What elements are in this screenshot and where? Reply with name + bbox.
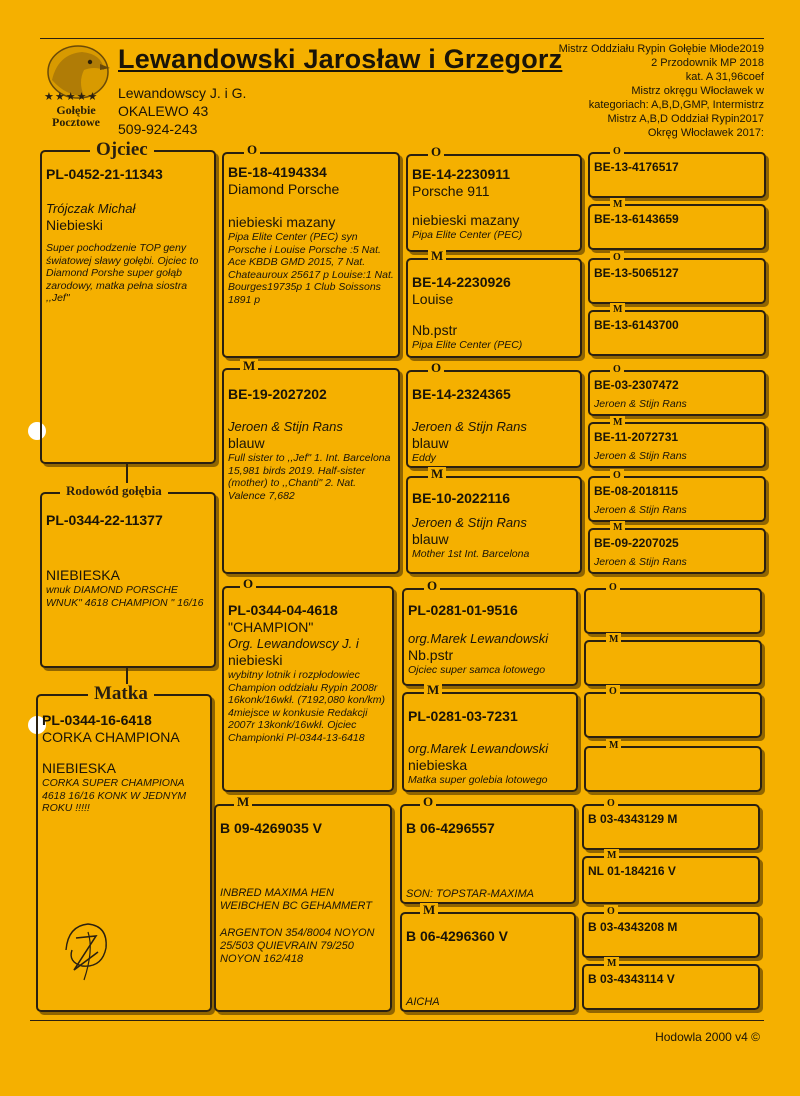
mother-ring: PL-0344-16-6418 — [42, 712, 152, 728]
g4-card-13 — [582, 856, 760, 904]
ff-name: Diamond Porsche — [228, 181, 340, 197]
fm-ring: BE-19-2027202 — [228, 386, 327, 402]
mm-card — [214, 804, 392, 1012]
g4-tag: M — [604, 849, 619, 863]
g3-tag: M — [424, 683, 442, 697]
mf-ring: PL-0344-04-4618 — [228, 602, 338, 618]
mother-notes: CORKA SUPER CHAMPIONA 4618 16/16 KONK W JEDNYM ROKU !!!!! — [42, 777, 187, 814]
signature — [58, 910, 114, 987]
g4-tag: M — [606, 739, 621, 753]
mm-notes1: INBRED MAXIMA HEN WEIBCHEN BC GEHAMMERT — [220, 887, 372, 912]
g3-color: niebieska — [408, 757, 468, 773]
fm-tag: M — [240, 359, 258, 373]
g4-tag: O — [610, 145, 624, 159]
g4-note: Jeroen & Stijn Rans — [594, 398, 687, 410]
father-label: Ojciec — [90, 140, 154, 160]
g4-ring: BE-13-5065127 — [594, 266, 679, 280]
g3-note: Pipa Elite Center (PEC) — [412, 229, 523, 241]
subject-card — [40, 492, 216, 668]
g3-color: niebieski mazany — [412, 212, 520, 228]
g4-tag: M — [610, 521, 625, 535]
footer: Hodowla 2000 v4 © — [655, 1030, 760, 1044]
g3-name: Louise — [412, 291, 454, 307]
g4-ring: BE-08-2018115 — [594, 484, 679, 498]
g3-ring: PL-0281-01-9516 — [408, 602, 518, 618]
subject-ring: PL-0344-22-11377 — [46, 512, 163, 528]
mf-color: niebieski — [228, 652, 283, 668]
breeder-title: Lewandowski Jarosław i Grzegorz — [118, 44, 563, 74]
g4-note: Jeroen & Stijn Rans — [594, 504, 687, 516]
g4-tag: O — [606, 581, 620, 595]
g3-card-6 — [400, 804, 576, 904]
g3-color: blauw — [412, 435, 449, 451]
g4-tag: M — [610, 416, 625, 430]
g4-tag: O — [610, 251, 624, 265]
g3-tag: O — [420, 795, 436, 809]
g3-tag: M — [428, 467, 446, 481]
mf-name: "CHAMPION" — [228, 619, 314, 635]
bottom-rule — [30, 1020, 764, 1021]
g3-ring: B 06-4296557 — [406, 820, 495, 836]
mother-color: NIEBIESKA — [42, 760, 116, 776]
g3-note: Pipa Elite Center (PEC) — [412, 339, 523, 351]
g3-name: Porsche 911 — [412, 183, 490, 199]
g3-note: Mother 1st Int. Barcelona — [412, 548, 530, 560]
g3-card-0 — [406, 154, 582, 252]
g4-ring: BE-13-4176517 — [594, 160, 679, 174]
g3-card-7 — [400, 912, 576, 1012]
mm-notes2: ARGENTON 354/8004 NOYON 25/503 QUIEVRAIN 79/250 NOYON 162/418 — [220, 927, 375, 965]
g4-tag: O — [604, 905, 618, 919]
g4-tag: O — [604, 797, 618, 811]
g3-ring: BE-14-2324365 — [412, 386, 511, 402]
g4-tag: M — [610, 198, 625, 212]
mf-breeder: Org. Lewandowscy J. i — [228, 636, 359, 651]
g3-breeder: org.Marek Lewandowski — [408, 741, 549, 756]
mf-notes: wybitny lotnik i rozpłodowiec Champion oddziału Rypin 2008r 16konk/16wkł. (7192,080 kon/km) 4miejsce w konkusie Redakcji 2007r 13konk/16wkł. Ojciec Championki Pl-0344-13-6418 — [228, 669, 386, 744]
father-breeder: Trójczak Michał — [46, 201, 136, 216]
achievements: Mistrz Oddziału Rypin Gołębie Młode2019 2 Przodownik MP 2018 kat. A 31,96coef Mistrz okręgu Włocławek w kategoriach: A,B,D,GMP, Intermistrz Mistrz A,B,D Oddział Rypin2017 Okręg Włocławek 2017: — [558, 43, 764, 139]
g3-tag: M — [420, 903, 438, 917]
mother-name: CORKA CHAMPIONA — [42, 729, 180, 745]
g3-card-3 — [406, 476, 582, 574]
g3-color: blauw — [412, 531, 449, 547]
g4-tag: M — [606, 633, 621, 647]
g4-ring: B 03-4343114 V — [588, 972, 675, 986]
g3-note: SON: TOPSTAR-MAXIMA — [406, 888, 534, 900]
g3-ring: BE-14-2230926 — [412, 274, 511, 290]
fm-color: blauw — [228, 435, 265, 451]
g4-ring: BE-11-2072731 — [594, 430, 679, 444]
g4-note: Jeroen & Stijn Rans — [594, 450, 687, 462]
fm-notes: Full sister to ,,Jef" 1. Int. Barcelona 15,981 birds 2019. Half-sister (mother) to ,,Chanti" 2. Nat. Valence 7,682 — [228, 452, 391, 502]
g4-ring: B 03-4343208 M — [588, 920, 678, 934]
g3-ring: BE-14-2230911 — [412, 166, 511, 182]
fm-card — [222, 368, 400, 574]
g3-card-1 — [406, 258, 582, 358]
pedigree-label: Rodowód gołębia — [60, 483, 168, 499]
logo-text: Gołębie Pocztowe — [52, 103, 100, 129]
g3-card-4 — [402, 588, 578, 686]
g3-ring: PL-0281-03-7231 — [408, 708, 518, 724]
g3-note: Eddy — [412, 452, 436, 464]
g4-ring: BE-13-6143700 — [594, 318, 679, 332]
g4-tag: M — [604, 957, 619, 971]
ff-ring: BE-18-4194334 — [228, 164, 327, 180]
g3-tag: O — [424, 579, 440, 593]
g3-note: Matka super golebia lotowego — [408, 774, 548, 786]
mm-tag: M — [234, 795, 252, 809]
g4-note: Jeroen & Stijn Rans — [594, 556, 687, 568]
ff-notes: Pipa Elite Center (PEC) syn Porsche i Louise Porsche :5 Nat. Ace KBDB GMD 2015, 7 Nat. Chateauroux 25617 p Louise:1 Nat. Bourges19735p 1 Club Soissons 1891 p — [228, 231, 394, 306]
g4-ring: BE-09-2207025 — [594, 536, 679, 550]
g4-ring: NL 01-184216 V — [588, 864, 676, 878]
g4-tag: O — [610, 469, 624, 483]
g3-tag: O — [428, 145, 444, 159]
g3-breeder: org.Marek Lewandowski — [408, 631, 549, 646]
mm-ring: B 09-4269035 V — [220, 820, 322, 836]
owner-info: Lewandowscy J. i G. OKALEWO 43 509-924-243 — [118, 85, 247, 137]
g3-ring: BE-10-2022116 — [412, 490, 511, 506]
g3-ring: B 06-4296360 V — [406, 928, 508, 944]
father-card — [40, 150, 216, 464]
g3-card-5 — [402, 692, 578, 792]
g4-ring: BE-03-2307472 — [594, 378, 679, 392]
g4-tag: M — [610, 303, 625, 317]
top-rule — [40, 38, 764, 39]
g3-note: Ojciec super samca lotowego — [408, 664, 546, 676]
g4-tag: O — [610, 363, 624, 377]
g3-card-2 — [406, 370, 582, 468]
g3-tag: M — [428, 249, 446, 263]
g4-ring: BE-13-6143659 — [594, 212, 679, 226]
father-notes: Super pochodzenie TOP geny światowej sławy gołębi. Ojciec to Diamond Porshe super gołąb zarodowy, matka pełna siostra ,,Jef" — [46, 242, 199, 304]
subject-notes: wnuk DIAMOND PORSCHE WNUK" 4618 CHAMPION " 16/16 — [46, 584, 204, 609]
ff-tag: O — [244, 143, 260, 157]
g3-color: Nb.pstr — [408, 647, 454, 663]
mother-label: Matka — [88, 684, 154, 704]
g4-tag: O — [606, 685, 620, 699]
g3-breeder: Jeroen & Stijn Rans — [412, 419, 527, 434]
g3-tag: O — [428, 361, 444, 375]
ff-card — [222, 152, 400, 358]
g3-note: AICHA — [406, 996, 440, 1008]
g3-color: Nb.pstr — [412, 322, 458, 338]
logo-stars: ★★★★★ — [44, 91, 99, 103]
father-color: Niebieski — [46, 217, 103, 233]
g4-ring: B 03-4343129 M — [588, 812, 678, 826]
mf-tag: O — [240, 577, 256, 591]
fm-breeder: Jeroen & Stijn Rans — [228, 419, 343, 434]
father-ring: PL-0452-21-11343 — [46, 166, 163, 182]
g3-breeder: Jeroen & Stijn Rans — [412, 515, 527, 530]
mf-card — [222, 586, 394, 792]
ff-color: niebieski mazany — [228, 214, 336, 230]
subject-color: NIEBIESKA — [46, 567, 120, 583]
